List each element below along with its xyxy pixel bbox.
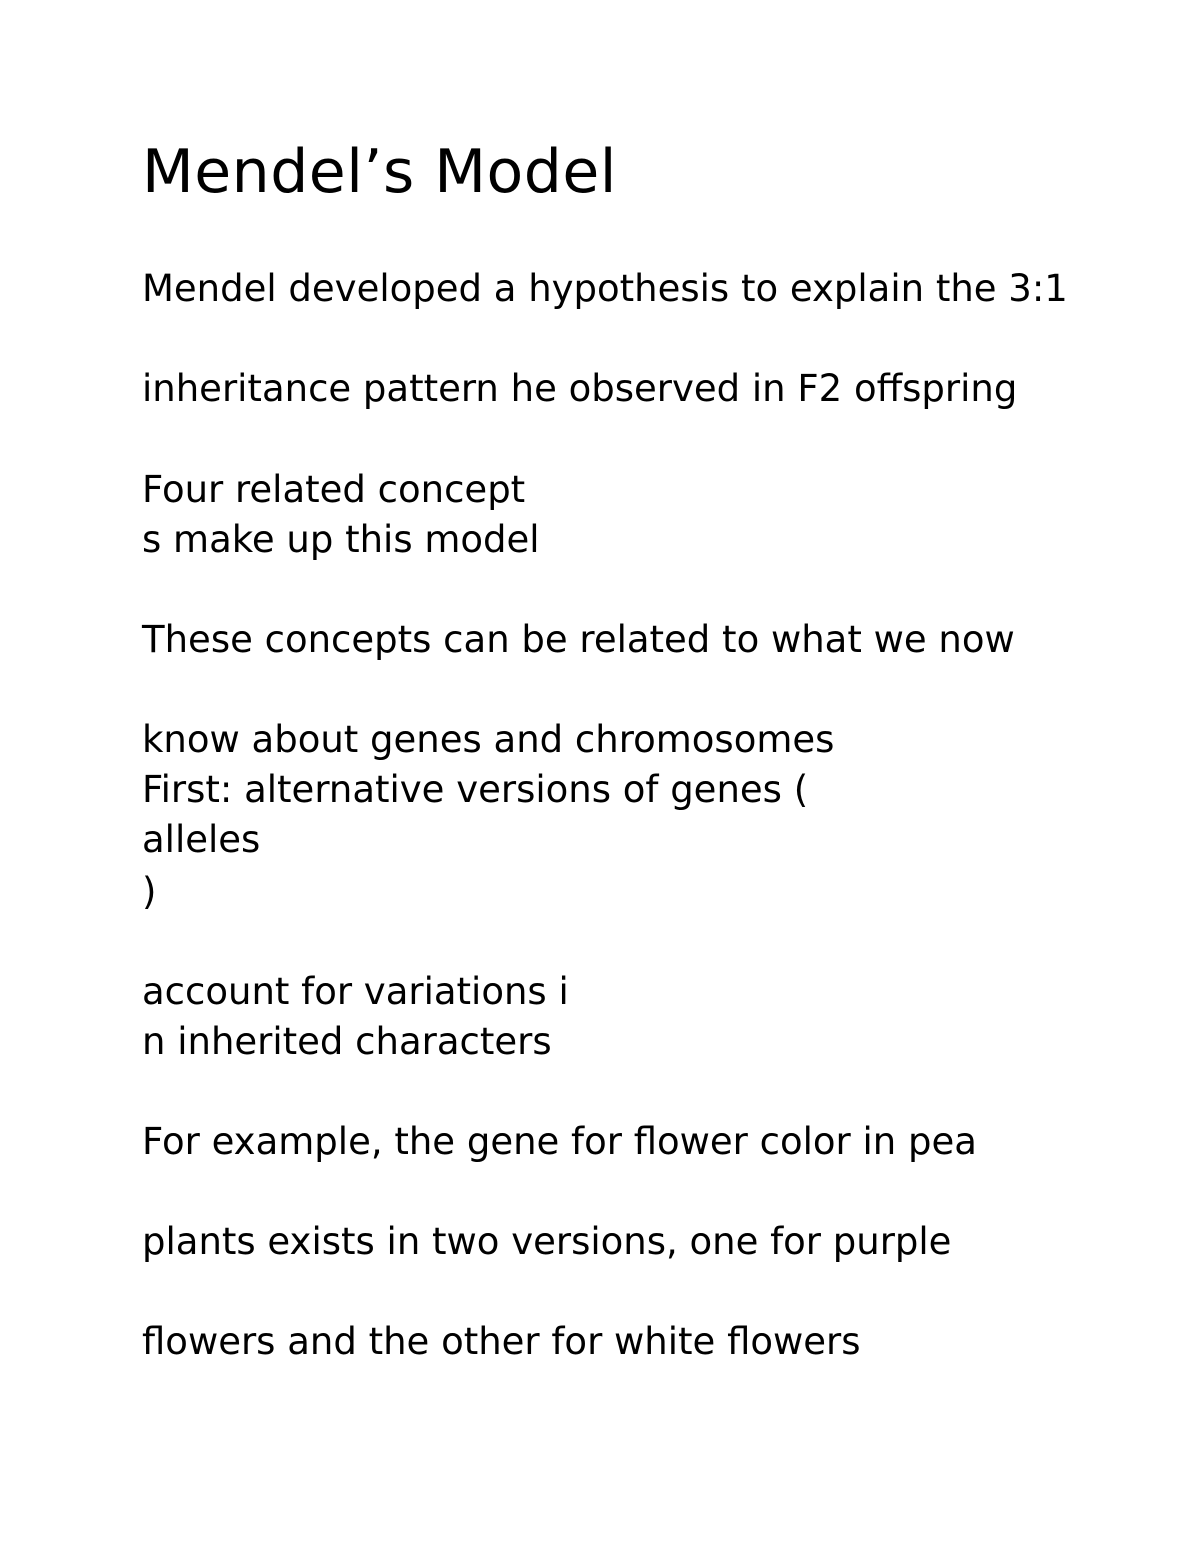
page-title: Mendel’s Model: [142, 137, 617, 207]
text-line: inheritance pattern he observed in F2 offspring: [142, 367, 1018, 410]
text-line: First: alternative versions of genes (: [142, 768, 809, 811]
text-line: For example, the gene for flower color in pea: [142, 1120, 977, 1163]
text-line: alleles: [142, 818, 261, 861]
text-line: s make up this model: [142, 518, 540, 561]
text-line: These concepts can be related to what we now: [142, 618, 1015, 661]
text-line: Four related concept: [142, 468, 526, 511]
text-line: account for variations i: [142, 970, 569, 1013]
text-line: ): [142, 870, 157, 913]
text-line: plants exists in two versions, one for purple: [142, 1220, 952, 1263]
text-line: n inherited characters: [142, 1020, 552, 1063]
text-line: flowers and the other for white flowers: [142, 1320, 861, 1363]
text-line: know about genes and chromosomes: [142, 718, 835, 761]
text-line: Mendel developed a hypothesis to explain the 3:1: [142, 267, 1068, 310]
